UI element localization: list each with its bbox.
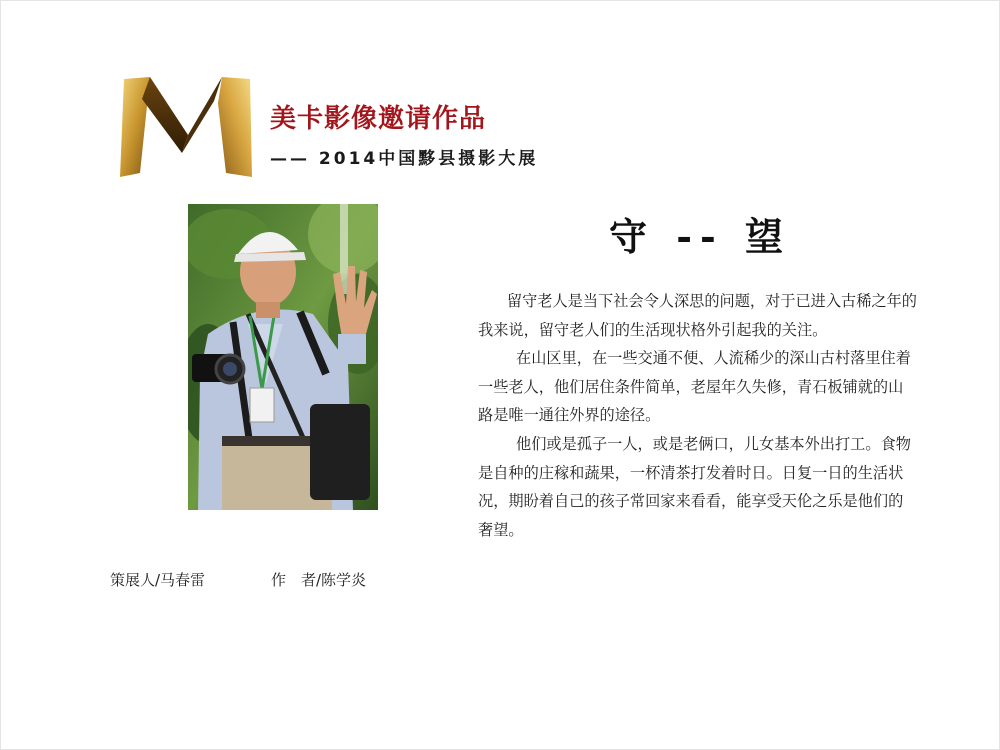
statement-paragraph: 他们或是孤子一人，或是老俩口，儿女基本外出打工。食物是自种的庄稼和蔬果，一杯清茶打发着时日。日复一日的生活状况，期盼着自己的孩子常回家来看看，能享受天伦之乐是他们的奢望。 (478, 434, 911, 539)
work-title: 守 -- 望 (608, 214, 791, 259)
author-credit: 作 者/陈学炎 (271, 571, 367, 589)
statement-paragraph: 留守老人是当下社会令人深思的问题，对于已进入古稀之年的我来说，留守老人们的生活现状格外引起我的关注。 (478, 292, 917, 339)
curator-credit: 策展人/马春雷 (110, 571, 206, 589)
brand-title: 美卡影像邀请作品 (270, 104, 487, 134)
statement-paragraph: 在山区里，在一些交通不便、人流稀少的深山古村落里住着一些老人，他们居住条件简单，老屋年久失修，青石板铺就的山路是唯一通往外界的途径。 (478, 349, 911, 425)
artist-statement (478, 287, 918, 544)
m-logo-icon (118, 73, 254, 181)
photographer-portrait-photo (188, 204, 378, 510)
brand-subtitle: —— 2014中国黟县摄影大展 (270, 149, 539, 169)
